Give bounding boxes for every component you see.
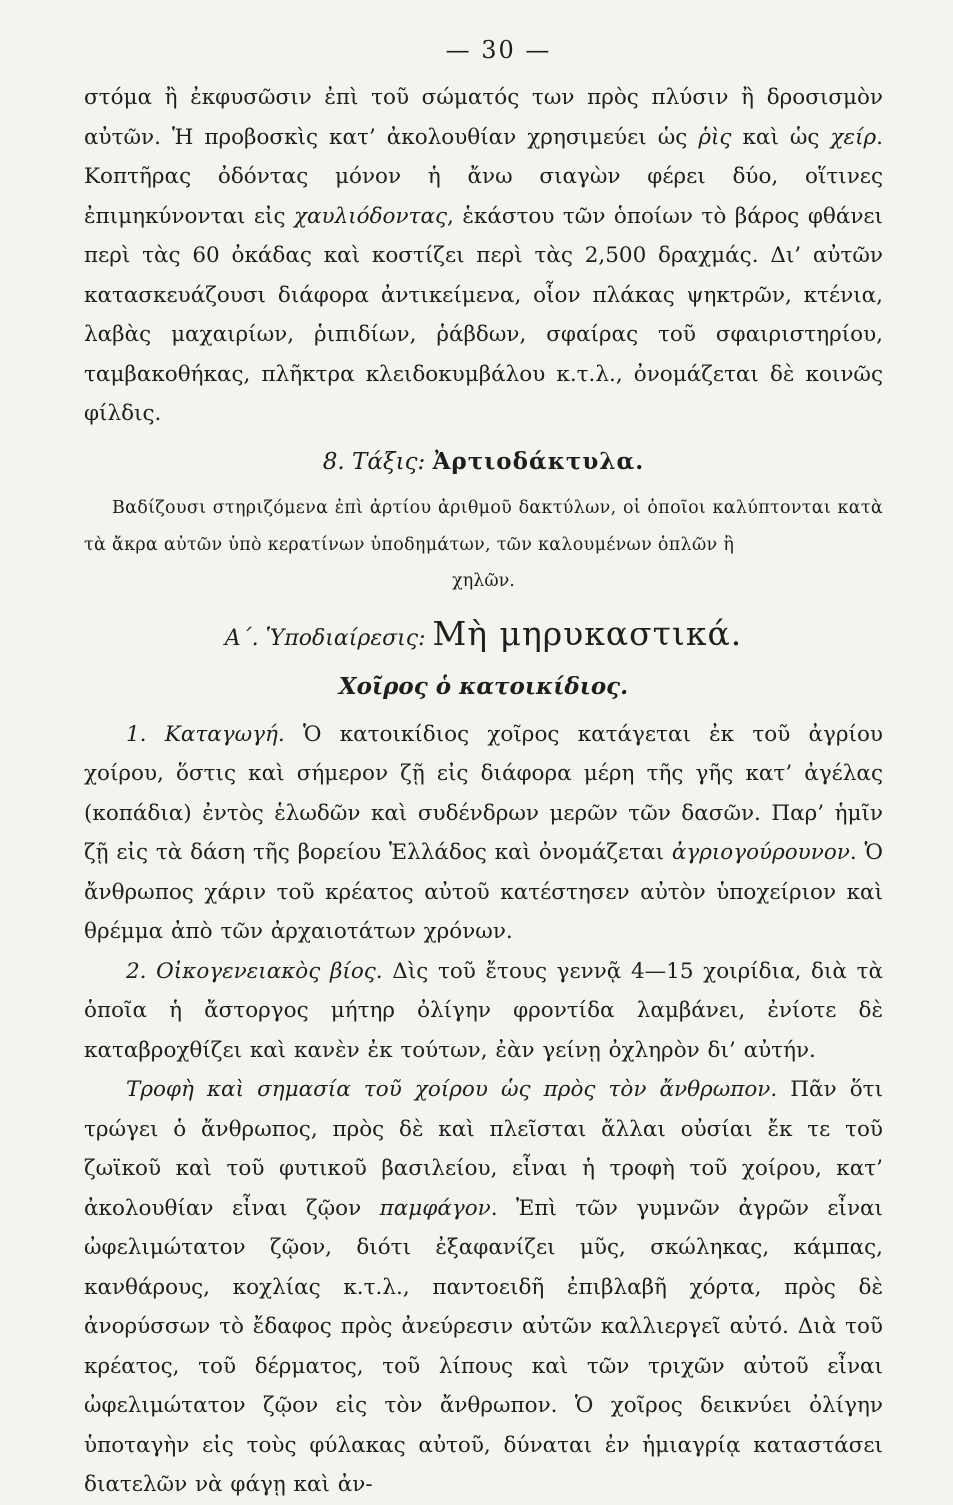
subdivision-name: Μὴ μηρυκαστικά. [432,613,743,653]
section-family-text: Δὶς τοῦ ἔτους γεννᾷ 4—15 χοιρίδια, διὰ τὰ ὁποῖα ἡ ἄστοργος μήτηρ ὀλίγην φροντίδα λαμβάνει, ἐνίοτε δὲ καταβροχθίζει καὶ κανὲν ἐκ τούτων, ἐὰν γείνῃ ὀχληρὸν δι’ αὐτήν. [84,958,883,1063]
intro-emphasis-1: ῥὶς [698,124,732,150]
order-name: Ἀρτιοδάκτυλα. [432,447,645,475]
section-origin [84,715,883,952]
section-food-text-1: Πᾶν ὅτι τρώγει ὁ ἄνθρωπος, πρὸς δὲ καὶ πλεῖσται ἄλλαι οὐσίαι ἔκ τε τοῦ ζωϊκοῦ καὶ τοῦ φυτικοῦ βασιλείου, εἶναι ἡ τροφὴ τοῦ χοίρου, κατ’ ἀκολουθίαν εἶναι ζῷον [84,1077,883,1221]
subdivision-heading [84,610,883,663]
section-food-emphasis: παμφάγον [379,1195,491,1221]
order-label: 8. Τάξις: [322,448,426,475]
subdivision-label: Α΄. Ὑποδιαίρεσις: [224,625,426,651]
intro-paragraph [84,78,883,434]
page-number: — 30 — [445,36,552,64]
section-family-life [84,952,883,1071]
intro-text-2: καὶ ὡς [731,124,831,150]
spacer [84,434,883,442]
intro-text-1: στόμα ἢ ἐκφυσῶσιν ἐπὶ τοῦ σώματός των πρὸς πλύσιν ἢ δροσισμὸν αὐτῶν. Ἡ προβοσκὶς κατ’ ἀκολουθίαν χρησιμεύει ὡς [84,85,883,150]
animal-title [84,663,883,711]
section-food-importance [84,1070,883,1505]
animal-name: Χοῖρος ὁ κατοικίδιος. [338,672,629,700]
intro-emphasis-3: χαυλιόδοντας [293,203,448,229]
section-food-text-2: . Ἐπὶ τῶν γυμνῶν ἀγρῶν εἶναι ὠφελιμώτατον ζῷον, διότι ἐξαφανίζει μῦς, σκώληκας, κάμπας, κανθάρους, κοχλίας κ.τ.λ., παντοειδῆ ἐπιβλαβῆ χόρτα, πρὸς δὲ ἀνορύσσων τὸ ἔδαφος πρὸς ἀνεύρεσιν αὐτῶν καλλιεργεῖ αὐτό. Διὰ τοῦ κρέατος, τοῦ δέρματος, τοῦ λίπους καὶ τῶν τριχῶν αὐτοῦ εἶναι ὠφελιμώτατον ζῷον εἰς τὸν ἄνθρωπον. Ὁ χοῖρος δεικνύει ὀλίγην ὑποταγὴν εἰς τοὺς φύλακας αὐτοῦ, δύναται ἐν ἡμιαγρίᾳ καταστάσει διατελῶν νὰ φάγῃ καὶ ἀν- [84,1195,883,1497]
order-description: Βαδίζουσι στηριζόμενα ἐπὶ ἀρτίου ἀριθμοῦ δακτύλων, οἱ ὁποῖοι καλύπτονται κατὰ τὰ ἄκρα αὐτῶν ὑπὸ κερατίνων ὑποδημάτων, τῶν καλουμένων ὁπλῶν ἢ [84,497,883,555]
order-description-end: χηλῶν. [452,570,515,591]
intro-text-4: , ἑκάστου τῶν ὁποίων τὸ βάρος φθάνει περὶ τὰς 60 ὀκάδας καὶ κοστίζει περὶ τὰς 2,500 δραχμάς. Δι’ αὐτῶν κατασκευάζουσι διάφορα ἀντικείμενα, οἷον πλάκας ψηκτρῶν, κτένια, λαβὰς μαχαιρίων, ῥιπιδίων, ῥάβδων, σφαίρας τοῦ σφαιριστηρίου, ταμβακοθήκας, πλῆκτρα κλειδοκυμβάλου κ.τ.λ., ὀνομάζεται δὲ κοινῶς φίλδις. [84,203,883,426]
section-origin-text-1: Ὁ κατοικίδιος χοῖρος κατάγεται ἐκ τοῦ ἀγρίου χοίρου, ὅστις καὶ σήμερον ζῇ εἰς διάφορα μέρη τῆς γῆς κατ’ ἀγέλας (κοπάδια) ἐντὸς ἑλωδῶν καὶ συδένδρων μερῶν τῶν δασῶν. Παρ’ ἡμῖν ζῇ εἰς τὰ δάση τῆς βορείου Ἑλλάδος καὶ ὀνομάζεται [84,721,883,865]
section-origin-text-2: . Ὁ ἄνθρωπος χάριν τοῦ κρέατος αὐτοῦ κατέστησεν αὐτὸν ὑποχείριον καὶ θρέμμα ἀπὸ τῶν ἀρχαιοτάτων χρόνων. [84,840,883,944]
section-origin-heading: 1. Καταγωγή. [126,721,285,747]
section-food-heading: Τροφὴ καὶ σημασία τοῦ χοίρου ὡς πρὸς τὸν ἄνθρωπον. [126,1077,778,1102]
intro-emphasis-2: χείρ [830,124,877,150]
section-origin-emphasis: ἀγριογούρουνον [671,840,850,865]
section-family-heading: 2. Οἰκογενειακὸς βίος. [126,958,383,984]
intro-text-3: . Κοπτῆρας ὀδόντας μόνον ἡ ἄνω σιαγὼν φέρει δύο, οἵτινες ἐπιμηκύνονται εἰς [84,124,883,229]
order-heading [84,442,883,482]
spacer [84,482,883,490]
